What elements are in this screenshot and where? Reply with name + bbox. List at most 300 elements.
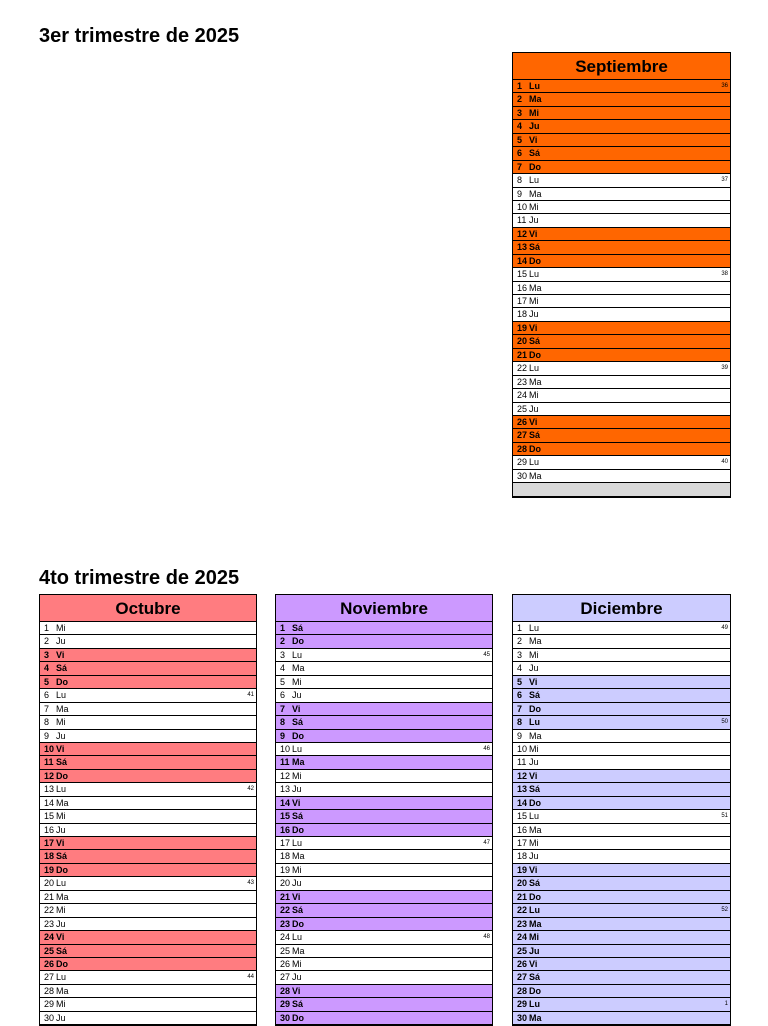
weekday-abbr: Sá (529, 878, 541, 889)
day-row (513, 416, 730, 429)
day-number: 18 (280, 851, 291, 862)
day-number: 10 (517, 201, 528, 212)
week-number: 51 (721, 813, 728, 820)
weekday-abbr: Sá (292, 999, 304, 1010)
weekday-abbr: Ju (529, 757, 539, 768)
weekday-abbr: Vi (292, 985, 301, 996)
day-row (513, 120, 730, 133)
day-row (513, 770, 730, 783)
day-number: 18 (517, 851, 528, 862)
day-number: 23 (280, 918, 291, 929)
day-row (513, 730, 730, 743)
day-number: 10 (517, 743, 528, 754)
day-row (513, 134, 730, 147)
day-number: 4 (44, 663, 50, 674)
day-row (40, 622, 256, 635)
day-number: 23 (517, 918, 528, 929)
day-row (40, 756, 256, 769)
day-number: 26 (517, 416, 528, 427)
day-row (513, 389, 730, 402)
day-row (276, 918, 492, 931)
day-number: 12 (44, 770, 55, 781)
day-row (40, 998, 256, 1011)
day-number: 1 (44, 623, 50, 633)
weekday-abbr: Ma (292, 663, 305, 674)
weekday-abbr: Ma (529, 1012, 542, 1023)
weekday-abbr: Lu (529, 999, 540, 1010)
weekday-abbr: Ju (56, 636, 66, 647)
day-row (513, 783, 730, 796)
weekday-abbr: Ma (292, 945, 305, 956)
day-number: 15 (517, 811, 528, 822)
weekday-abbr: Lu (56, 690, 67, 701)
day-number: 9 (280, 730, 286, 741)
month-header-octubre: Octubre (40, 595, 256, 622)
day-row (513, 945, 730, 958)
day-number: 4 (517, 663, 523, 674)
day-row (276, 662, 492, 675)
day-row (276, 958, 492, 971)
q4-title: 4to trimestre de 2025 (39, 567, 240, 589)
day-row (276, 985, 492, 998)
day-row (513, 904, 730, 917)
day-number: 3 (44, 649, 50, 660)
day-row (513, 662, 730, 675)
day-number: 5 (517, 134, 523, 145)
weekday-abbr: Do (529, 985, 541, 996)
weekday-abbr: Do (529, 703, 541, 714)
weekday-abbr: Ma (56, 703, 69, 714)
day-row (513, 376, 730, 389)
weekday-abbr: Mi (529, 296, 539, 306)
day-number: 27 (280, 972, 291, 983)
day-row (513, 268, 730, 281)
weekday-abbr: Do (292, 730, 304, 741)
weekday-abbr: Mi (529, 743, 539, 754)
weekday-abbr: Vi (529, 676, 538, 687)
day-number: 17 (517, 838, 528, 848)
day-number: 15 (44, 811, 55, 822)
day-number: 20 (44, 878, 55, 889)
weekday-abbr: Lu (56, 878, 67, 889)
day-number: 3 (280, 649, 286, 660)
day-row (40, 985, 256, 998)
day-number: 2 (44, 636, 50, 647)
weekday-abbr: Ma (529, 470, 542, 481)
weekday-abbr: Vi (292, 891, 301, 902)
day-number: 27 (517, 972, 528, 983)
weekday-abbr: Ma (56, 797, 69, 808)
day-number: 28 (44, 985, 55, 996)
day-number: 12 (517, 770, 528, 781)
day-row (40, 797, 256, 810)
day-row (276, 716, 492, 729)
weekday-abbr: Mi (529, 932, 539, 943)
day-row (513, 308, 730, 321)
weekday-abbr: Ma (529, 918, 542, 929)
day-number: 22 (517, 905, 528, 916)
day-number: 5 (517, 676, 523, 687)
weekday-abbr: Mi (292, 676, 302, 687)
day-row (513, 228, 730, 241)
day-row (513, 985, 730, 998)
day-row (40, 850, 256, 863)
day-row (276, 864, 492, 877)
day-row (513, 703, 730, 716)
weekday-abbr: Vi (529, 770, 538, 781)
weekday-abbr: Mi (529, 649, 539, 660)
day-row (40, 877, 256, 890)
weekday-abbr: Mi (529, 838, 539, 848)
day-number: 5 (280, 676, 286, 687)
weekday-abbr: Ma (292, 851, 305, 862)
day-number: 12 (280, 770, 291, 781)
day-row (276, 837, 492, 850)
day-number: 8 (280, 717, 286, 728)
day-number: 11 (44, 757, 54, 768)
weekday-abbr: Mi (292, 864, 302, 875)
day-row (513, 998, 730, 1011)
day-row (40, 703, 256, 716)
day-number: 14 (44, 797, 55, 808)
day-number: 28 (280, 985, 291, 996)
day-row (276, 931, 492, 944)
weekday-abbr: Ju (56, 1012, 66, 1023)
weekday-abbr: Ma (529, 824, 542, 835)
day-number: 11 (517, 215, 527, 226)
month-noviembre (275, 594, 493, 1026)
weekday-abbr: Do (529, 797, 541, 808)
day-row (513, 689, 730, 702)
day-row (513, 161, 730, 174)
day-number: 2 (280, 636, 286, 647)
weekday-abbr: Sá (529, 242, 541, 253)
day-number: 13 (517, 784, 528, 795)
weekday-abbr: Mi (292, 958, 302, 969)
weekday-abbr: Sá (56, 757, 68, 768)
day-row (40, 971, 256, 984)
weekday-abbr: Ju (529, 851, 539, 862)
empty-row (513, 483, 730, 496)
weekday-abbr: Sá (292, 623, 304, 633)
day-row (513, 80, 730, 93)
day-row (40, 918, 256, 931)
day-row (513, 891, 730, 904)
day-number: 18 (44, 851, 55, 862)
day-number: 20 (517, 878, 528, 889)
weekday-abbr: Do (56, 676, 68, 687)
day-row (40, 837, 256, 850)
day-number: 10 (44, 743, 55, 754)
weekday-abbr: Lu (529, 81, 540, 91)
weekday-abbr: Ma (56, 891, 69, 902)
day-row (513, 470, 730, 483)
day-row (513, 622, 730, 635)
day-number: 4 (517, 121, 523, 132)
weekday-abbr: Mi (56, 905, 66, 916)
day-row (513, 147, 730, 160)
day-number: 6 (517, 148, 523, 159)
day-row (40, 662, 256, 675)
weekday-abbr: Do (56, 864, 68, 875)
day-row (276, 770, 492, 783)
day-row (40, 810, 256, 823)
day-number: 4 (280, 663, 286, 674)
week-number: 47 (483, 840, 490, 846)
weekday-abbr: Sá (529, 690, 541, 701)
weekday-abbr: Do (529, 161, 541, 172)
weekday-abbr: Mi (292, 770, 302, 781)
weekday-abbr: Ju (292, 972, 302, 983)
weekday-abbr: Vi (56, 932, 65, 943)
weekday-abbr: Lu (529, 269, 540, 280)
weekday-abbr: Lu (56, 972, 67, 983)
weekday-abbr: Ju (56, 824, 66, 835)
weekday-abbr: Do (292, 1012, 304, 1023)
day-row (276, 649, 492, 662)
day-number: 24 (280, 932, 291, 943)
weekday-abbr: Ma (529, 282, 542, 293)
day-number: 3 (517, 107, 523, 118)
weekday-abbr: Vi (292, 703, 301, 714)
day-number: 7 (44, 703, 50, 714)
day-row (276, 850, 492, 863)
day-number: 10 (280, 743, 291, 754)
day-row (40, 891, 256, 904)
day-row (40, 649, 256, 662)
day-row (276, 810, 492, 823)
weekday-abbr: Mi (56, 999, 66, 1010)
day-number: 6 (280, 690, 286, 701)
day-number: 14 (517, 255, 528, 266)
weekday-abbr: Ju (529, 121, 540, 132)
day-number: 29 (280, 999, 291, 1010)
week-number: 50 (721, 719, 728, 726)
day-row (276, 622, 492, 635)
day-row (513, 877, 730, 890)
weekday-abbr: Ju (56, 730, 66, 741)
day-row (276, 891, 492, 904)
day-number: 2 (517, 94, 523, 105)
week-number: 38 (721, 271, 728, 278)
weekday-abbr: Sá (56, 945, 68, 956)
day-row (276, 703, 492, 716)
week-number: 36 (721, 83, 728, 89)
day-number: 15 (280, 811, 291, 822)
weekday-abbr: Sá (292, 717, 304, 728)
weekday-abbr: Ju (292, 878, 302, 889)
day-number: 6 (44, 690, 50, 701)
day-number: 23 (44, 918, 55, 929)
weekday-abbr: Vi (529, 134, 538, 145)
day-number: 29 (517, 457, 528, 468)
weekday-abbr: Do (292, 918, 304, 929)
day-number: 28 (517, 443, 528, 454)
weekday-abbr: Lu (56, 784, 67, 795)
weekday-abbr: Vi (529, 228, 538, 239)
day-number: 7 (280, 703, 286, 714)
weekday-abbr: Lu (529, 623, 540, 633)
day-number: 9 (517, 730, 523, 741)
weekday-abbr: Mi (529, 390, 539, 401)
week-number: 41 (247, 692, 254, 699)
weekday-abbr: Ma (529, 376, 542, 387)
weekday-abbr: Ma (292, 757, 305, 768)
day-number: 22 (44, 905, 55, 916)
weekday-abbr: Do (292, 636, 304, 647)
day-row (40, 716, 256, 729)
week-number: 52 (721, 907, 728, 914)
week-number: 40 (721, 459, 728, 466)
day-number: 14 (280, 797, 291, 808)
day-row (40, 743, 256, 756)
day-number: 1 (280, 623, 286, 633)
day-row (40, 689, 256, 702)
day-number: 1 (517, 623, 523, 633)
day-number: 16 (280, 824, 291, 835)
month-octubre (39, 594, 257, 1026)
weekday-abbr: Sá (292, 811, 304, 822)
day-number: 21 (517, 891, 528, 902)
weekday-abbr: Do (529, 443, 541, 454)
day-row (276, 945, 492, 958)
day-number: 16 (44, 824, 55, 835)
month-header-diciembre: Diciembre (513, 595, 730, 622)
day-number: 14 (517, 797, 528, 808)
day-number: 29 (44, 999, 55, 1010)
day-row (513, 1012, 730, 1025)
day-number: 21 (280, 891, 291, 902)
weekday-abbr: Lu (529, 905, 540, 916)
day-row (276, 824, 492, 837)
day-number: 13 (517, 242, 528, 253)
day-row (513, 971, 730, 984)
day-number: 24 (517, 932, 528, 943)
day-row (513, 282, 730, 295)
day-row (513, 107, 730, 120)
day-number: 12 (517, 228, 528, 239)
day-row (276, 743, 492, 756)
weekday-abbr: Sá (292, 905, 304, 916)
month-diciembre (512, 594, 731, 1026)
weekday-abbr: Vi (56, 649, 65, 660)
weekday-abbr: Lu (529, 457, 540, 468)
weekday-abbr: Mi (529, 201, 539, 212)
day-number: 3 (517, 649, 523, 660)
weekday-abbr: Ju (529, 945, 540, 956)
day-row (40, 931, 256, 944)
month-header-septiembre: Septiembre (513, 53, 730, 80)
day-number: 19 (517, 322, 528, 333)
weekday-abbr: Ma (529, 188, 542, 199)
day-number: 9 (44, 730, 50, 741)
day-number: 19 (44, 864, 55, 875)
day-row (513, 335, 730, 348)
day-number: 16 (517, 282, 528, 293)
day-row (276, 676, 492, 689)
day-number: 30 (517, 470, 528, 481)
day-row (513, 850, 730, 863)
day-number: 17 (44, 838, 55, 848)
day-row (276, 730, 492, 743)
day-row (276, 689, 492, 702)
week-number: 44 (247, 974, 254, 981)
weekday-abbr: Vi (529, 864, 538, 875)
week-number: 45 (483, 651, 490, 658)
day-row (513, 676, 730, 689)
day-number: 11 (517, 757, 527, 768)
weekday-abbr: Ju (529, 403, 539, 414)
day-number: 8 (517, 717, 523, 728)
weekday-abbr: Do (56, 770, 68, 781)
day-number: 25 (517, 945, 528, 956)
weekday-abbr: Sá (529, 336, 541, 347)
day-number: 7 (517, 703, 523, 714)
week-number: 1 (724, 1001, 728, 1008)
day-row (276, 797, 492, 810)
day-number: 25 (280, 945, 291, 956)
weekday-abbr: Lu (292, 932, 303, 943)
day-number: 24 (44, 932, 55, 943)
day-row (513, 255, 730, 268)
day-number: 26 (517, 958, 528, 969)
day-row (513, 756, 730, 769)
day-row (40, 958, 256, 971)
weekday-abbr: Lu (292, 838, 303, 848)
day-row (513, 649, 730, 662)
day-row (513, 931, 730, 944)
weekday-abbr: Ju (529, 309, 539, 320)
day-row (513, 810, 730, 823)
day-row (513, 837, 730, 850)
day-row (513, 362, 730, 375)
day-number: 20 (280, 878, 291, 889)
day-number: 25 (44, 945, 55, 956)
week-number: 43 (247, 880, 254, 887)
day-row (513, 429, 730, 442)
week-number: 48 (483, 934, 490, 941)
month-header-noviembre: Noviembre (276, 595, 492, 622)
day-number: 9 (517, 188, 523, 199)
weekday-abbr: Lu (292, 649, 303, 660)
day-row (513, 322, 730, 335)
day-number: 27 (44, 972, 55, 983)
day-row (513, 443, 730, 456)
week-number: 37 (721, 177, 728, 184)
day-row (513, 918, 730, 931)
day-row (40, 904, 256, 917)
day-row (513, 241, 730, 254)
day-number: 7 (517, 161, 523, 172)
day-row (513, 295, 730, 308)
day-number: 21 (517, 349, 528, 360)
day-row (40, 864, 256, 877)
day-row (513, 635, 730, 648)
week-number: 49 (721, 625, 728, 631)
day-row (513, 188, 730, 201)
day-number: 29 (517, 999, 528, 1010)
day-number: 30 (44, 1012, 55, 1023)
weekday-abbr: Ma (529, 730, 542, 741)
day-number: 13 (44, 784, 55, 795)
day-number: 8 (517, 175, 523, 186)
weekday-abbr: Mi (529, 107, 539, 118)
day-number: 17 (517, 296, 528, 306)
day-number: 15 (517, 269, 528, 280)
day-row (513, 824, 730, 837)
day-row (513, 864, 730, 877)
weekday-abbr: Vi (292, 797, 301, 808)
